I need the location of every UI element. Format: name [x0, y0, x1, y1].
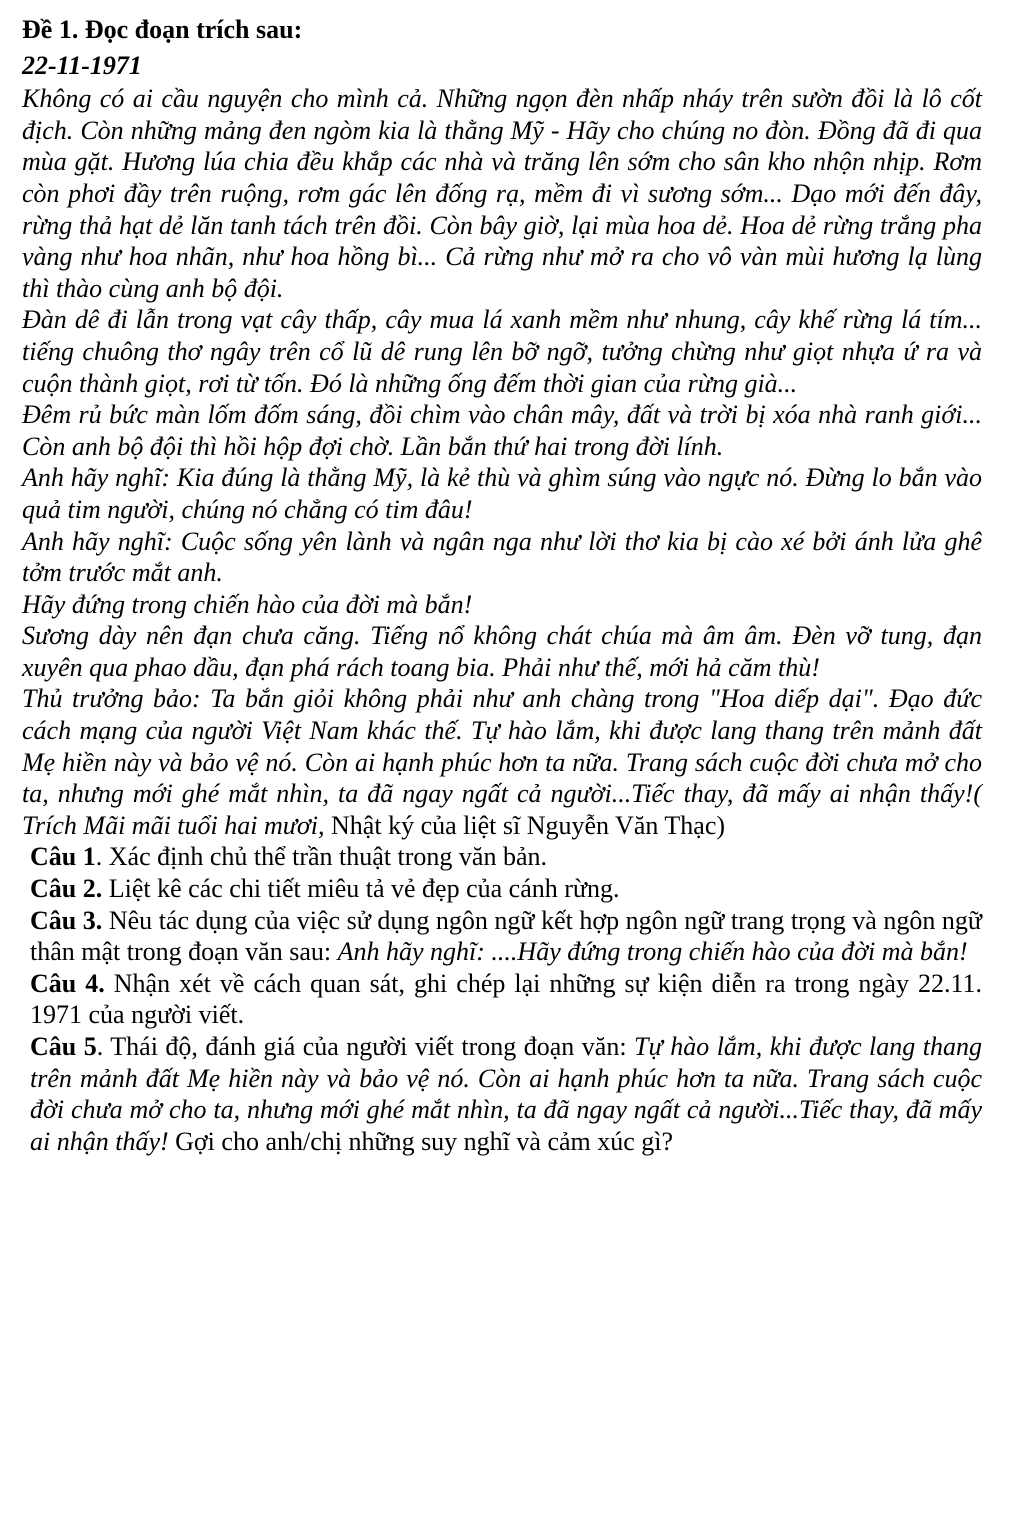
- passage-paragraph: Đêm rủ bức màn lốm đốm sáng, đồi chìm vào chân mây, đất và trời bị xóa nhà ranh giới... Còn anh bộ đội thì hồi hộp đợi chờ. Lần bắn thứ hai trong đời lính.: [22, 400, 982, 461]
- question-label: Câu 1: [30, 842, 96, 872]
- question-2: [22, 873, 982, 905]
- diary-date: 22-11-1971: [22, 50, 142, 80]
- question-label: Câu 5: [30, 1032, 97, 1061]
- question-text: . Xác định chủ thể trần thuật trong văn bản.: [95, 842, 548, 872]
- exercise-heading: [22, 14, 982, 46]
- question-label: Câu 3.: [30, 905, 103, 935]
- question-list: [22, 841, 982, 1157]
- heading-text: Đọc đoạn trích sau:: [84, 15, 303, 44]
- question-trailing: Gợi cho anh/chị những suy nghĩ và cảm xúc gì?: [168, 1126, 674, 1156]
- reading-passage: [22, 83, 982, 841]
- passage-paragraph: Anh hãy nghĩ: Cuộc sống yên lành và ngân nga như lời thơ kia bị cào xé bởi ánh lửa ghê tởm trước mắt anh.: [22, 526, 982, 588]
- citation-source: Nhật ký của liệt sĩ Nguyễn Văn Thạc): [331, 810, 726, 840]
- question-5: [22, 1031, 982, 1157]
- passage-paragraph: Hãy đứng trong chiến hào của đời mà bắn!: [22, 589, 473, 619]
- passage-paragraph: Đàn dê đi lẫn trong vạt cây thấp, cây mua lá xanh mềm như nhung, cây khế rừng lá tím... tiếng chuông thơ ngây trên cổ lũ dê rung lên bỡ ngỡ, tưởng chừng như giọt nhựa ứ ra và cuộn thành giọt, rơi từ tốn. Đó là những ống đếm thời gian của rừng già...: [22, 305, 982, 398]
- question-4: [22, 968, 982, 1031]
- question-quote: Anh hãy nghĩ: ....Hãy đứng trong chiến hào của đời mà bắn!: [337, 937, 968, 967]
- passage-paragraph: Không có ai cầu nguyện cho mình cả. Những ngọn đèn nhấp nháy trên sườn đồi là lô cốt địch. Còn những mảng đen ngòm kia là thằng Mỹ - Hãy cho chúng no đòn. Đồng đã đi qua mùa gặt. Hương lúa chia đều khắp các nhà và trăng lên sớm cho sân kho nhộn nhịp. Rơm còn phơi đầy trên ruộng, rơm gác lên đống rạ, mềm đi vì sương sớm... Dạo mới đến đây, rừng thả hạt dẻ lăn tanh tách trên đồi. Còn bây giờ, lại mùa hoa dẻ. Hoa dẻ rừng trắng pha vàng như hoa nhãn, như hoa hồng bì... Cả rừng như mở ra cho vô vàn mùi hương lạ lùng thì thào cùng anh bộ đội.: [22, 84, 982, 303]
- question-1: [22, 841, 982, 873]
- question-quote: Tự hào lắm, khi được lang thang trên mảnh đất Mẹ hiền này và bảo vệ nó. Còn ai hạnh phúc hơn ta nữa. Trang sách cuộc đời chưa mở cho ta, nhưng mới ghé mắt nhìn, ta đã ngay ngất cả người...Tiếc thay, đã mấy ai nhận thấy!: [30, 1032, 982, 1156]
- question-text: Nhận xét về cách quan sát, ghi chép lại những sự kiện diễn ra trong ngày 22.11. 1971 của người viết.: [30, 968, 982, 1030]
- passage-paragraph: Anh hãy nghĩ: Kia đúng là thằng Mỹ, là kẻ thù và ghìm súng vào ngực nó. Đừng lo bắn vào quả tim người, chúng nó chẳng có tim đâu!: [22, 463, 982, 524]
- question-label: Câu 2.: [30, 874, 103, 904]
- question-text: . Thái độ, đánh giá của người viết trong đoạn văn:: [96, 1032, 635, 1061]
- heading-label: Đề 1.: [22, 15, 79, 44]
- question-3: [22, 905, 982, 968]
- question-text: Liệt kê các chi tiết miêu tả vẻ đẹp của cánh rừng.: [102, 874, 620, 904]
- final-paragraph-text: Thủ trưởng bảo: Ta bắn giỏi không phải như anh chàng trong "Hoa diếp dại". Đạo đức cách mạng của người Việt Nam khác thế. Tự hào lắm, khi được lang thang trên mảnh đất Mẹ hiền này và bảo vệ nó. Còn ai hạnh phúc hơn ta nữa. Trang sách cuộc đời chưa mở cho ta, nhưng mới ghé mắt nhìn, ta đã ngay ngất cả người...Tiếc thay, đã mấy ai nhận thấy!( Trích Mãi mãi tuổi hai mươi,: [22, 684, 982, 840]
- question-label: Câu 4.: [30, 968, 105, 998]
- passage-paragraph: Sương dày nên đạn chưa căng. Tiếng nổ không chát chúa mà âm âm. Đèn vỡ tung, đạn xuyên qua phao dầu, đạn phá rách toang bia. Phải như thế, mới hả căm thù!: [22, 621, 982, 682]
- question-text: Nêu tác dụng của việc sử dụng ngôn ngữ kết hợp ngôn ngữ trang trọng và ngôn ngữ thân mật trong đoạn văn sau:: [30, 905, 982, 967]
- passage-final-paragraph: [22, 683, 982, 841]
- exercise-page: [22, 14, 982, 1157]
